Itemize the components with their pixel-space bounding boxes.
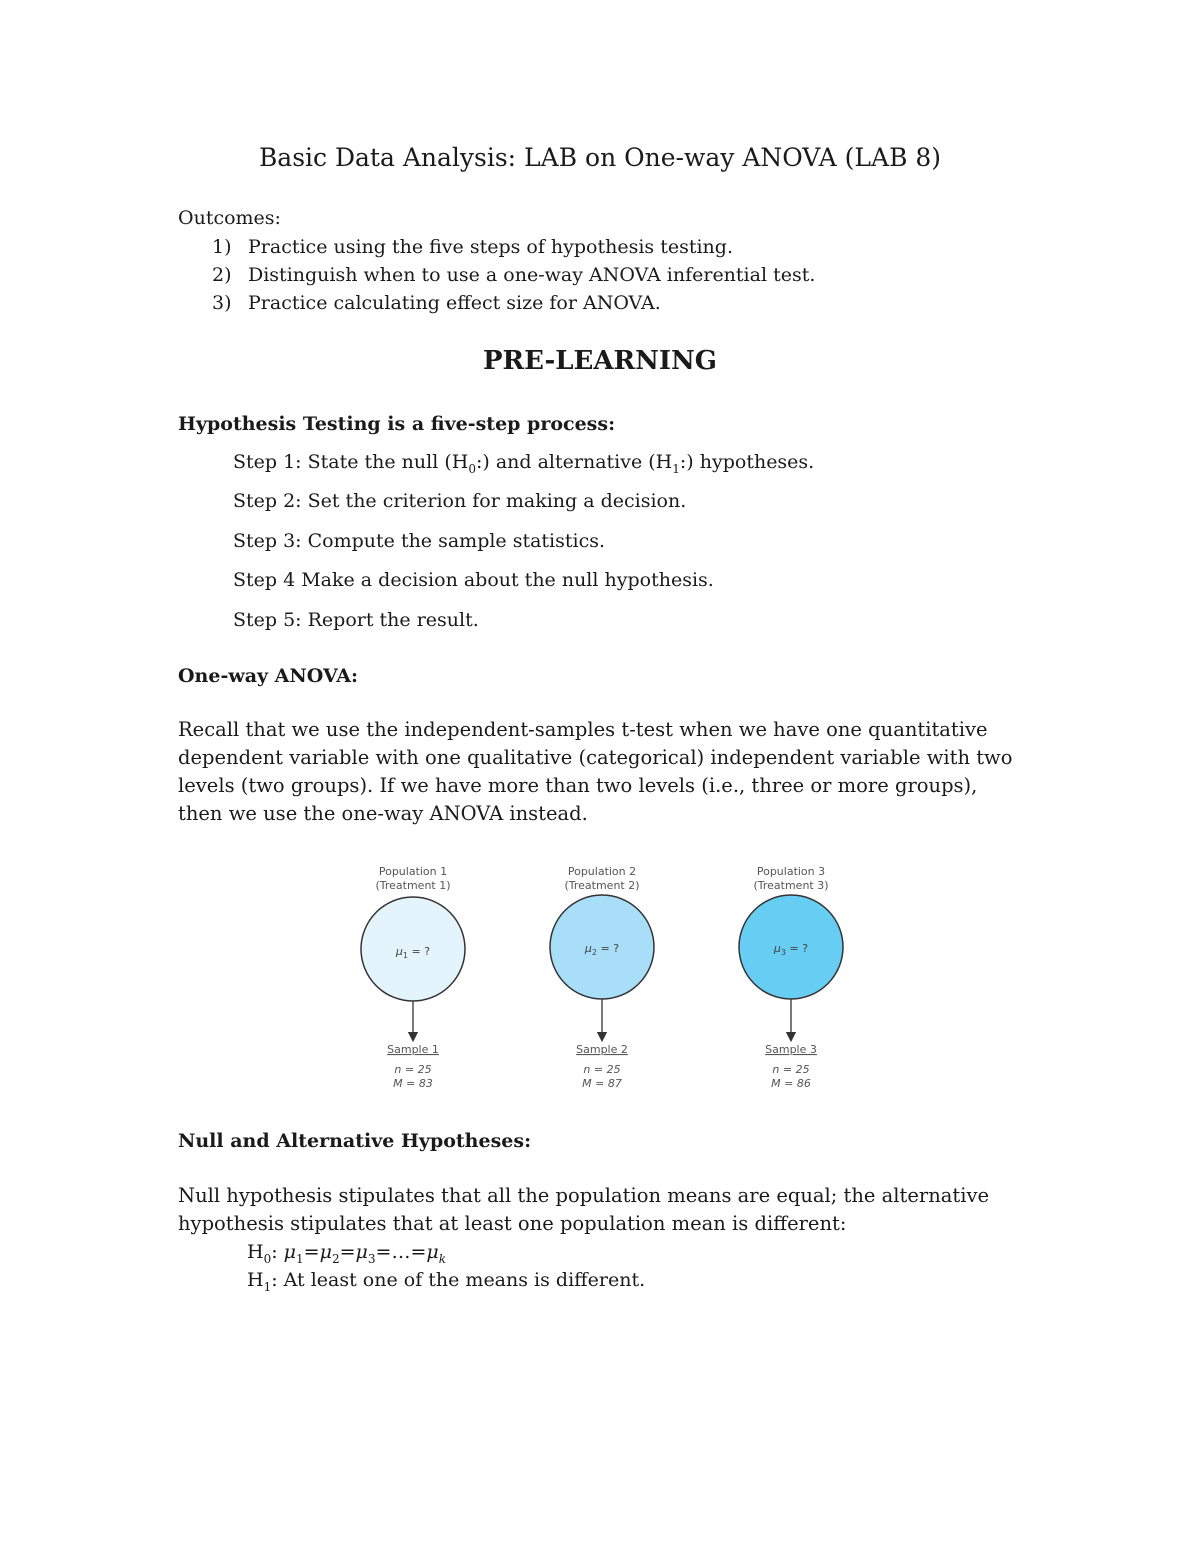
population-name: Population 2 <box>567 865 637 878</box>
equals-symbol: = <box>375 1241 392 1263</box>
population-sample-diagram <box>340 855 870 1100</box>
population-mean-label: $\mu_1$ = ? <box>395 945 431 960</box>
outcome-number: 3) <box>212 292 232 314</box>
population-treatment: (Treatment 2) <box>564 879 640 892</box>
document-title: Basic Data Analysis: LAB on One-way ANOVA (LAB 8) <box>258 143 942 172</box>
outcome-text: Distinguish when to use a one-way ANOVA inferential test. <box>248 264 816 286</box>
population-treatment: (Treatment 1) <box>375 879 451 892</box>
mu-sub: k <box>438 1251 446 1266</box>
mu-symbol: μ <box>355 1241 368 1263</box>
step-1-text-a: Step 1: State the null (H <box>233 451 469 473</box>
population-3-group <box>739 865 843 1090</box>
hypotheses-paragraph: Null hypothesis stipulates that all the population means are equal; the alternative hypothesis stipulates that at least one population mean is different: <box>178 1184 990 1235</box>
sample-name: Sample 3 <box>765 1043 817 1056</box>
mu-symbol: μ <box>426 1241 439 1263</box>
sample-n: n = 25 <box>583 1063 621 1076</box>
h0-sub: 0 <box>263 1251 272 1266</box>
alternative-hypothesis-formula <box>247 1269 645 1294</box>
outcome-item <box>212 236 733 258</box>
outcome-number: 1) <box>212 236 232 258</box>
sample-name: Sample 1 <box>387 1043 439 1056</box>
population-1-group <box>361 865 465 1090</box>
step-5: Step 5: Report the result. <box>233 609 479 631</box>
outcome-item <box>212 292 661 314</box>
step-1-sub-0: 0 <box>468 461 476 476</box>
equals-symbol: = <box>303 1241 320 1263</box>
sample-name: Sample 2 <box>576 1043 628 1056</box>
sample-n: n = 25 <box>772 1063 810 1076</box>
step-1-text-c: :) hypotheses. <box>679 451 815 473</box>
equals-symbol: = <box>339 1241 356 1263</box>
hypothesis-testing-heading: Hypothesis Testing is a five-step process: <box>178 413 616 435</box>
outcome-text: Practice using the five steps of hypothesis testing. <box>248 236 734 258</box>
h1-label: H <box>247 1269 264 1291</box>
ellipsis: … <box>391 1241 411 1263</box>
mu-sub: 2 <box>331 1251 340 1266</box>
step-4: Step 4 Make a decision about the null hypothesis. <box>233 569 714 591</box>
section-heading-prelearning: PRE-LEARNING <box>482 346 718 376</box>
step-1-sub-1: 1 <box>672 461 680 476</box>
step-3: Step 3: Compute the sample statistics. <box>233 530 606 552</box>
population-2-group <box>550 865 654 1090</box>
outcome-item <box>212 264 815 286</box>
h1-sub: 1 <box>263 1279 272 1294</box>
mu-symbol: μ <box>283 1241 297 1263</box>
population-treatment: (Treatment 3) <box>753 879 829 892</box>
population-name: Population 1 <box>378 865 448 878</box>
outcomes-label: Outcomes: <box>178 207 281 229</box>
h0-label: H <box>247 1241 264 1263</box>
anova-heading: One-way ANOVA: <box>178 665 359 687</box>
population-mean-label: $\mu_3$ = ? <box>773 942 809 957</box>
sample-m: M = 86 <box>771 1077 811 1090</box>
outcome-number: 2) <box>212 264 232 286</box>
mu-sub: 3 <box>367 1251 376 1266</box>
outcome-text: Practice calculating effect size for ANOVA. <box>248 292 661 314</box>
sample-n: n = 25 <box>394 1063 432 1076</box>
null-hypothesis-formula <box>247 1241 446 1266</box>
h0-colon: : <box>271 1241 284 1263</box>
population-name: Population 3 <box>756 865 826 878</box>
sample-m: M = 87 <box>582 1077 622 1090</box>
sample-m: M = 83 <box>393 1077 433 1090</box>
mu-sub: 1 <box>296 1251 304 1266</box>
equals-symbol: = <box>410 1241 427 1263</box>
step-2: Step 2: Set the criterion for making a decision. <box>233 490 687 512</box>
step-1-text-b: :) and alternative (H <box>475 451 673 473</box>
population-mean-label: $\mu_2$ = ? <box>584 942 620 957</box>
hypotheses-heading: Null and Alternative Hypotheses: <box>178 1130 532 1152</box>
mu-symbol: μ <box>319 1241 332 1263</box>
h1-text: : At least one of the means is different. <box>271 1269 646 1291</box>
anova-paragraph: Recall that we use the independent-samples t-test when we have one quantitative dependent variable with one qualitative (categorical) independent variable with two levels (two groups). If we have more than two levels (i.e., three or more groups), then we use the one-way ANOVA instead. <box>178 718 1013 825</box>
step-1 <box>233 451 814 476</box>
